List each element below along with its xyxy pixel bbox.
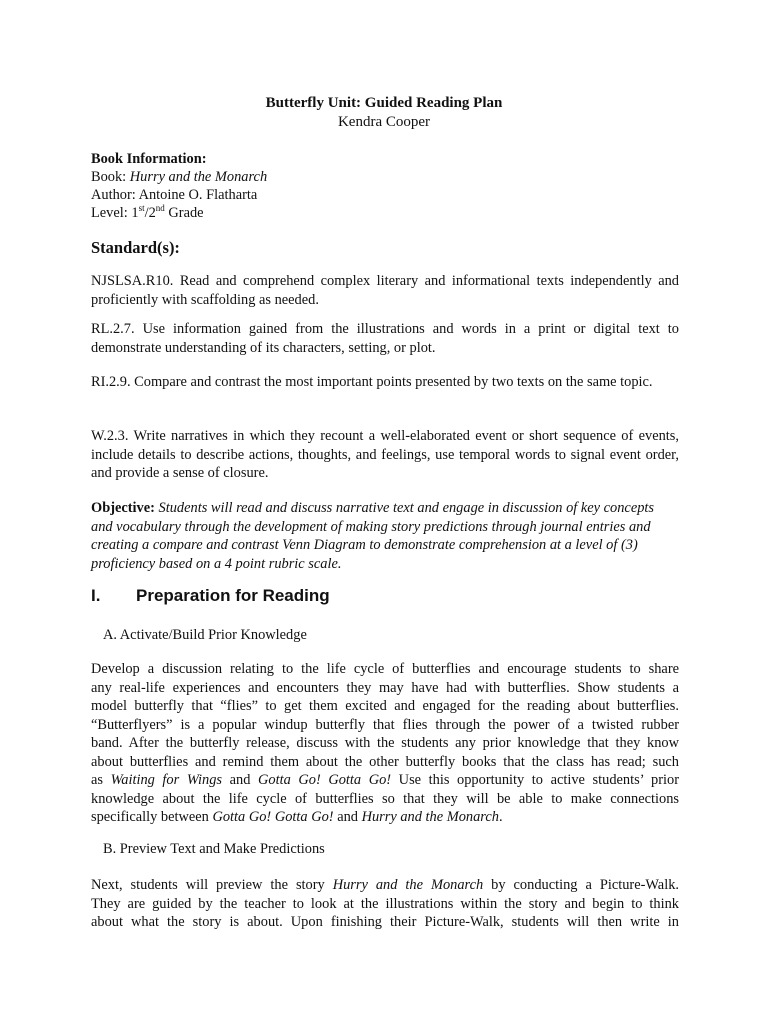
document-title: Butterfly Unit: Guided Reading Plan (265, 95, 503, 111)
paragraph-a-line: band. After the butterfly release, discuss with the students any prior knowledge that they know (91, 735, 679, 751)
paragraph-a-line: knowledge about the life cycle of butterflies so that they will be able to make connections (91, 790, 679, 807)
paragraph-a-line: “Butterflyers” is a popular windup butterfly that flies through the power of a twisted rubber (91, 716, 679, 733)
book-label: Book: (91, 169, 130, 185)
section-numeral: I. (91, 586, 101, 605)
standard-item: W.2.3. Write narratives in which they recount a well-elaborated event or short sequence of events, include details to describe actions, thoughts, and feelings, use temporal words to signal event order, and provide a sense of closure. (91, 428, 679, 481)
level-sup-second: nd (155, 203, 165, 214)
level-prefix: Level: 1 (91, 205, 139, 221)
paragraph-b-line-mixed (91, 876, 679, 895)
text-run: by conducting a Picture-Walk. (483, 877, 679, 893)
paragraph-b-line: about what the story is about. Upon finishing their Picture-Walk, students will then write in (91, 914, 679, 930)
text-run: as (91, 772, 111, 788)
standards-heading: Standard(s): (91, 238, 180, 257)
paragraph-a (91, 660, 679, 827)
book-reference: Hurry and the Monarch (332, 877, 484, 893)
objective-label: Objective: (91, 500, 159, 516)
text-run: and (333, 809, 362, 825)
subsection-a-heading: A. Activate/Build Prior Knowledge (103, 627, 307, 643)
paragraph-b-line: They are guided by the teacher to look at the illustrations within the story and begin to think (91, 895, 679, 912)
standard-item: RL.2.7. Use information gained from the illustrations and words in a print or digital text to demonstrate understanding of its characters, setting, or plot. (91, 321, 679, 356)
text-run: Use this opportunity to active students’ prior (391, 772, 679, 788)
subsection-b-heading: B. Preview Text and Make Predictions (103, 841, 325, 857)
paragraph-a-line: Develop a discussion relating to the life cycle of butterflies and encourage students to share (91, 661, 679, 677)
book-level-line (91, 204, 204, 222)
paragraph-a-line: model butterfly that “flies” to get them excited and engaged for the reading about butterflies. (91, 698, 679, 714)
standard-item: RI.2.9. Compare and contrast the most important points presented by two texts on the same topic. (91, 374, 653, 390)
level-mid: /2 (144, 205, 156, 221)
book-info-heading: Book Information: (91, 151, 207, 167)
document-author: Kendra Cooper (337, 114, 431, 130)
book-author-line: Author: Antoine O. Flatharta (91, 187, 258, 203)
standard-item: NJSLSA.R10. Read and comprehend complex literary and informational texts independently and proficiently with scaffolding as needed. (91, 273, 679, 308)
text-run: . (498, 809, 503, 825)
objective-block (91, 499, 679, 573)
book-reference: Gotta Go! Gotta Go! (212, 809, 334, 825)
objective-text: Students will read and discuss narrative text and engage in discussion of key concepts and vocabulary through the development of making story predictions through journal entries and creating a compare and contrast Venn Diagram to demonstrate comprehension at a level of (3) proficiency based on a 4 point rubric scale. (91, 500, 654, 572)
level-sup-first: st (138, 203, 145, 214)
section-heading: Preparation for Reading (136, 586, 330, 605)
text-run: and (222, 772, 258, 788)
paragraph-a-line: about butterflies and remind them about the other butterfly books that the class has read; such (91, 753, 679, 770)
level-suffix: Grade (164, 205, 204, 221)
paragraph-a-line-mixed (91, 771, 679, 790)
text-run: specifically between (91, 809, 213, 825)
book-reference: Gotta Go! Gotta Go! (257, 772, 392, 788)
paragraph-b (91, 876, 679, 932)
book-title: Hurry and the Monarch (129, 169, 268, 185)
book-title-line (91, 168, 267, 186)
book-reference: Waiting for Wings (110, 772, 223, 788)
book-reference: Hurry and the Monarch (361, 809, 499, 825)
paragraph-a-line: any real-life experiences and encounters they may have had with butterflies. Show students a (91, 679, 679, 696)
text-run: Next, students will preview the story (91, 877, 333, 893)
paragraph-a-line-mixed (91, 808, 679, 827)
